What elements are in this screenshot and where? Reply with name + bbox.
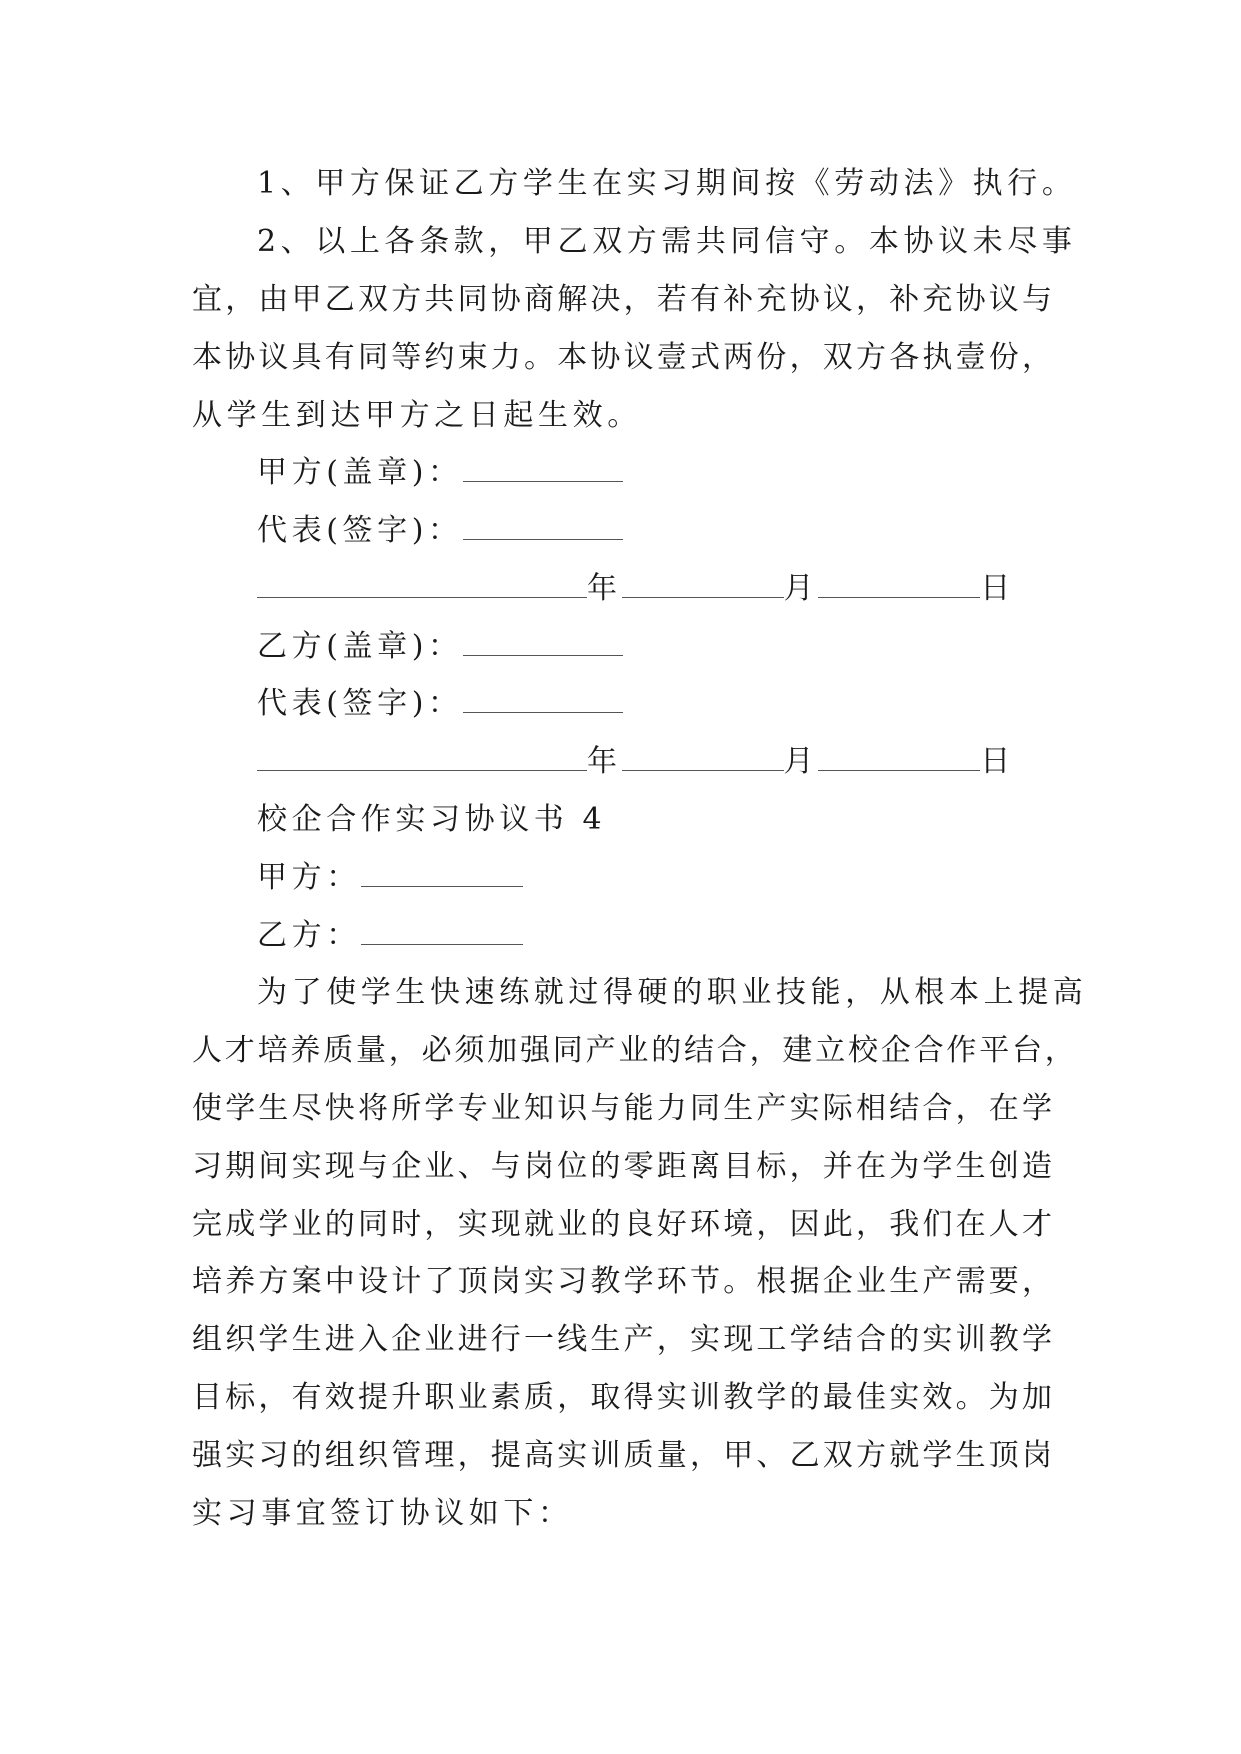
party-a-year-label: 年 bbox=[587, 571, 622, 606]
intro-line-6: 培养方案中设计了顶岗实习教学环节。根据企业生产需要， bbox=[192, 1264, 1056, 1299]
clause-2-line-4: 从学生到达甲方之日起生效。 bbox=[192, 398, 642, 433]
clause-2-line-2: 宜，由甲乙双方共同协商解决，若有补充协议，补充协议与 bbox=[192, 282, 1056, 317]
party-b-month-label: 月 bbox=[783, 744, 819, 779]
party-a-month-blank bbox=[622, 596, 784, 598]
party-b-blank bbox=[361, 943, 523, 945]
section-title: 校企合作实习协议书 4 bbox=[257, 802, 607, 837]
party-b-year-blank bbox=[257, 769, 587, 771]
clause-2-line-3: 本协议具有同等约束力。本协议壹式两份，双方各执壹份， bbox=[192, 340, 1056, 375]
party-a-rep-blank bbox=[463, 538, 623, 540]
party-b-year-label: 年 bbox=[587, 744, 622, 779]
intro-line-1: 为了使学生快速练就过得硬的职业技能，从根本上提高 bbox=[257, 975, 1088, 1010]
intro-line-8: 目标，有效提升职业素质，取得实训教学的最佳实效。为加 bbox=[192, 1380, 1056, 1415]
party-b-day-label: 日 bbox=[980, 744, 1015, 779]
intro-line-7: 组织学生进入企业进行一线生产，实现工学结合的实训教学 bbox=[192, 1322, 1056, 1357]
party-a-seal-row bbox=[257, 453, 623, 493]
intro-line-9: 强实习的组织管理，提高实训质量，甲、乙双方就学生顶岗 bbox=[192, 1438, 1056, 1473]
party-a-month-label: 月 bbox=[783, 571, 819, 606]
party-b-rep-blank bbox=[463, 711, 623, 713]
party-a-rep-row bbox=[257, 511, 623, 551]
party-b-seal-row bbox=[257, 627, 623, 667]
intro-line-5: 完成学业的同时，实现就业的良好环境，因此，我们在人才 bbox=[192, 1207, 1056, 1242]
intro-line-4: 习期间实现与企业、与岗位的零距离目标，并在为学生创造 bbox=[192, 1149, 1056, 1184]
intro-line-2: 人才培养质量，必须加强同产业的结合，建立校企合作平台， bbox=[192, 1033, 1078, 1068]
party-a-seal-label: 甲方(盖章)： bbox=[257, 455, 463, 490]
intro-line-3: 使学生尽快将所学专业知识与能力同生产实际相结合，在学 bbox=[192, 1091, 1056, 1126]
party-b-rep-row bbox=[257, 684, 623, 724]
party-b-seal-blank bbox=[463, 654, 623, 656]
party-b-label: 乙方： bbox=[257, 918, 361, 953]
party-b-seal-label: 乙方(盖章)： bbox=[257, 629, 463, 664]
clause-2-line-1: 2、以上各条款，甲乙双方需共同信守。本协议未尽事 bbox=[257, 224, 1077, 259]
party-a-day-label: 日 bbox=[980, 571, 1015, 606]
party-a-rep-label: 代表(签字)： bbox=[257, 513, 463, 548]
party-b-date-row bbox=[257, 742, 1015, 782]
party-a-row bbox=[257, 858, 523, 898]
party-b-month-blank bbox=[622, 769, 784, 771]
party-b-row bbox=[257, 916, 523, 956]
party-a-date-row bbox=[257, 569, 1015, 609]
party-a-year-blank bbox=[257, 596, 587, 598]
intro-line-10: 实习事宜签订协议如下： bbox=[192, 1496, 573, 1531]
clause-1: 1、甲方保证乙方学生在实习期间按《劳动法》执行。 bbox=[257, 166, 1077, 201]
party-a-label: 甲方： bbox=[257, 860, 361, 895]
party-a-day-blank bbox=[818, 596, 980, 598]
party-a-blank bbox=[361, 885, 523, 887]
party-b-day-blank bbox=[818, 769, 980, 771]
party-a-seal-blank bbox=[463, 480, 623, 482]
party-b-rep-label: 代表(签字)： bbox=[257, 686, 463, 721]
